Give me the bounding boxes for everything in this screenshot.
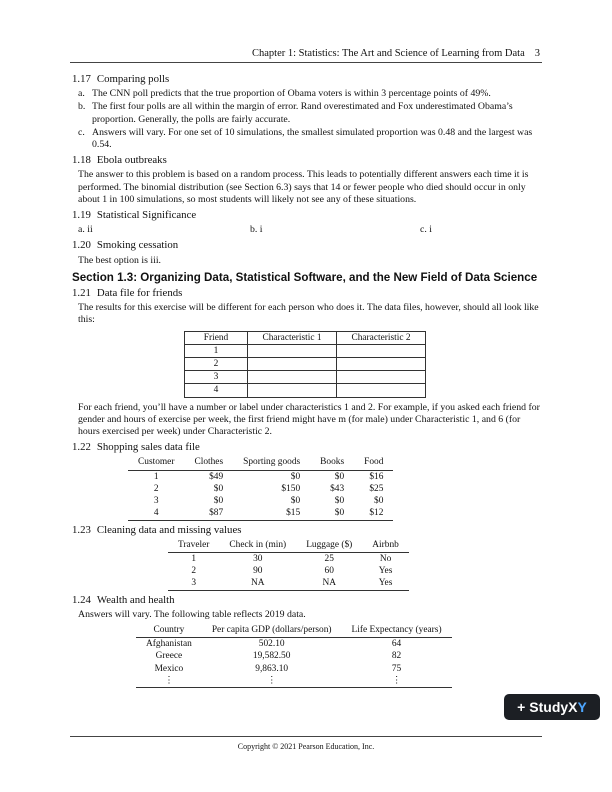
table-row: Afghanistan 502.10 64 <box>146 639 402 650</box>
table-row: ⋮ ⋮ ⋮ <box>136 675 452 688</box>
answer-text-1-18: The answer to this problem is based on a random process. This leads to potentially different answers each time it is performed. The binomial distribution (see Section 6.3) says that 14 or fewer people who died should occur in only about 1 in 100 simulations, so most students will likely not see any of these situations. <box>78 169 529 205</box>
exercise-heading-1-19: 1.19 Statistical Significance <box>72 209 197 222</box>
list-item: b. The first four polls are all within the margin of error. Rand overestimated and Fox underestimated Obama’s proportion. Generally, the polls are fairly accurate. <box>78 101 513 125</box>
answer-text-1-20: The best option is iii. <box>78 254 161 266</box>
list-item: a. The CNN poll predicts that the true proportion of Obama voters is within 3 percentage points of 49%. <box>78 88 491 100</box>
table-row: 3 NA NA Yes <box>168 577 409 590</box>
table-header-row: Country Per capita GDP (dollars/person) Life Expectancy (years) <box>136 624 452 638</box>
answer-text-1-24: Answers will vary. The following table reflects 2019 data. <box>78 608 306 620</box>
answer-text-1-21a: The results for this exercise will be different for each person who does it. The data files, however, should all look like this: <box>78 302 539 326</box>
table-row: 1 30 25 No <box>191 553 392 564</box>
answer-choices-1-19: a. ii b. i c. i <box>78 224 432 236</box>
header-rule <box>70 62 542 63</box>
plus-icon: + <box>517 699 526 715</box>
table-header-row: Traveler Check in (min) Luggage ($) Airbnb <box>168 539 409 553</box>
table-row: 1 <box>185 344 426 357</box>
list-item: c. Answers will vary. For one set of 10 simulations, the smallest simulated proportion was 0.48 and the largest was 0.54. <box>78 126 533 151</box>
table-header-row: Customer Clothes Sporting goods Books Food <box>128 456 393 470</box>
answer-text-1-21b: For each friend, you’ll have a number or label under characteristics 1 and 2. For example, if you asked each friend for gender and hours of exercise per week, the first friend might have m (for male) under Characteristic 1, and 6 (for hours exercised per week) under Characteristic 2. <box>78 401 540 438</box>
table-row: Greece 19,582.50 82 <box>155 651 402 662</box>
copyright-footer: Copyright © 2021 Pearson Education, Inc. <box>237 742 375 751</box>
running-header <box>0 48 540 59</box>
exercise-heading-1-20: 1.20 Smoking cessation <box>72 239 179 252</box>
exercise-heading-1-24: 1.24 Wealth and health <box>72 593 175 606</box>
cleaning-data-table <box>168 539 409 591</box>
exercise-heading-1-18: 1.18 Ebola outbreaks <box>72 154 167 167</box>
table-row: 4 $87 $15 $0 $12 <box>128 507 393 520</box>
wealth-health-table <box>136 624 452 688</box>
table-header-row: Friend Characteristic 1 Characteristic 2 <box>185 331 426 344</box>
table-row: 4 <box>185 384 426 397</box>
table-row: 3 <box>185 371 426 384</box>
exercise-heading-1-22: 1.22 Shopping sales data file <box>72 441 200 454</box>
answer-list-1-17 <box>78 88 542 151</box>
section-heading: Section 1.3: Organizing Data, Statistical Software, and the New Field of Data Science <box>72 270 538 284</box>
table-row: 1 $49 $0 $0 $16 <box>153 471 384 482</box>
exercise-heading-1-23: 1.23 Cleaning data and missing values <box>72 523 242 536</box>
table-row: 2 $0 $150 $43 $25 <box>153 483 384 494</box>
table-row: 2 <box>185 358 426 371</box>
shopping-sales-table <box>128 456 393 520</box>
table-row: Mexico 9,863.10 75 <box>154 663 402 674</box>
page-number: 3 <box>534 48 540 59</box>
footer-rule <box>70 736 542 737</box>
table-row: 3 $0 $0 $0 $0 <box>153 496 384 507</box>
exercise-heading-1-17: 1.17 Comparing polls <box>72 73 170 85</box>
exercise-heading-1-21: 1.21 Data file for friends <box>72 287 183 300</box>
friends-data-table <box>184 331 426 398</box>
studyxy-logo[interactable]: + StudyX Y <box>504 694 600 720</box>
page-body <box>72 70 542 691</box>
header-title: Chapter 1: Statistics: The Art and Science of Learning from Data <box>252 48 525 59</box>
table-row: 2 90 60 Yes <box>191 566 393 577</box>
